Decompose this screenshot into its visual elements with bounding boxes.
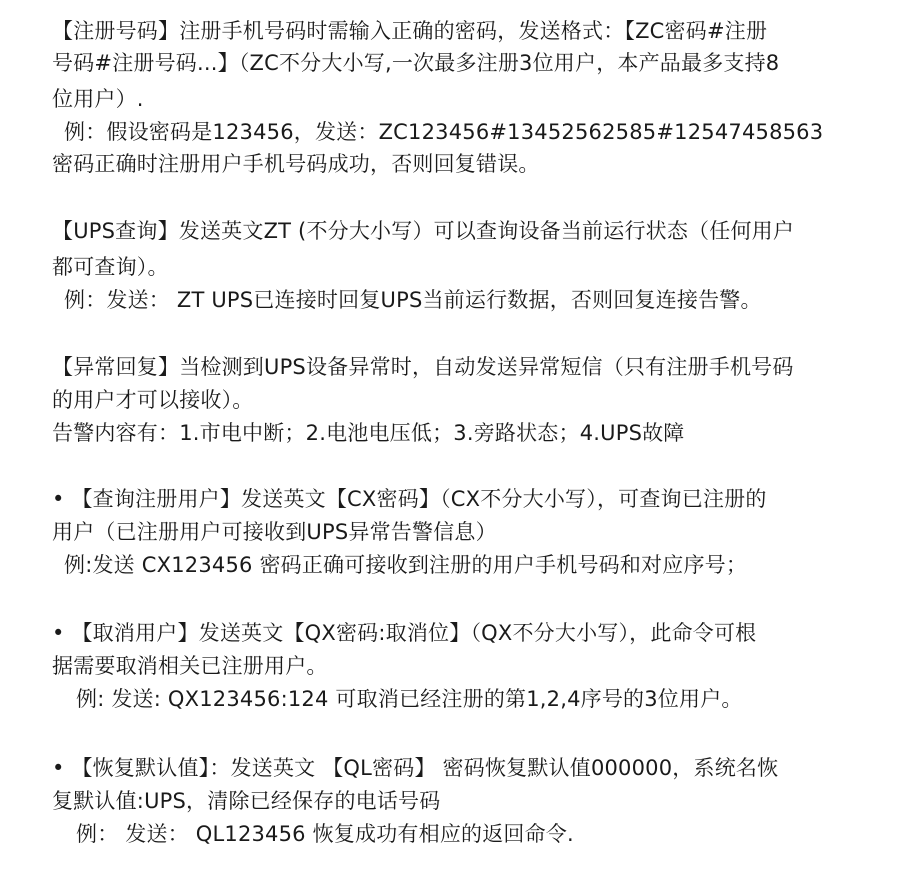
alarm-line-1: 【异常回复】当检测到UPS设备异常时，自动发送异常短信（只有注册手机号码: [52, 355, 794, 379]
restore-default-line-2: 复默认值:UPS，清除已经保存的电话号码: [52, 789, 441, 813]
register-line-2: 号码#注册号码...】（ZC不分大小写,一次最多注册3位用户，本产品最多支持8: [52, 51, 780, 75]
register-line-3: 位用户）.: [52, 87, 144, 111]
query-users-line-2: 用户（已注册用户可接收到UPS异常告警信息）: [52, 520, 497, 544]
alarm-line-3: 告警内容有：1.市电中断；2.电池电压低；3.旁路状态；4.UPS故障: [52, 421, 685, 445]
restore-default-line-1: • 【恢复默认值】：发送英文 【QL密码】 密码恢复默认值000000，系统名恢: [52, 756, 779, 780]
ups-query-line-2: 都可查询）。: [52, 255, 169, 279]
register-line-1: 【注册号码】注册手机号码时需输入正确的密码，发送格式：【ZC密码#注册: [52, 19, 768, 43]
query-users-line-1: • 【查询注册用户】发送英文【CX密码】（CX不分大小写），可查询已注册的: [52, 487, 767, 511]
query-users-example: 例:发送 CX123456 密码正确可接收到注册的用户手机号码和对应序号；: [64, 553, 748, 577]
alarm-line-2: 的用户才可以接收）。: [52, 388, 254, 412]
register-line-5: 密码正确时注册用户手机号码成功，否则回复错误。: [52, 152, 540, 176]
register-example: 例：假设密码是123456，发送：ZC123456#13452562585#12547458563: [64, 120, 824, 144]
ups-query-line-1: 【UPS查询】发送英文ZT (不分大小写）可以查询设备当前运行状态（任何用户: [52, 219, 795, 243]
cancel-user-line-1: • 【取消用户】发送英文【QX密码:取消位】（QX不分大小写），此命令可根: [52, 621, 757, 645]
restore-default-example: 例： 发送： QL123456 恢复成功有相应的返回命令.: [76, 822, 574, 846]
ups-query-example: 例：发送： ZT UPS已连接时回复UPS当前运行数据，否则回复连接告警。: [64, 288, 762, 312]
cancel-user-line-2: 据需要取消相关已注册用户。: [52, 654, 328, 678]
cancel-user-example: 例: 发送: QX123456:124 可取消已经注册的第1,2,4序号的3位用户。: [76, 687, 743, 711]
